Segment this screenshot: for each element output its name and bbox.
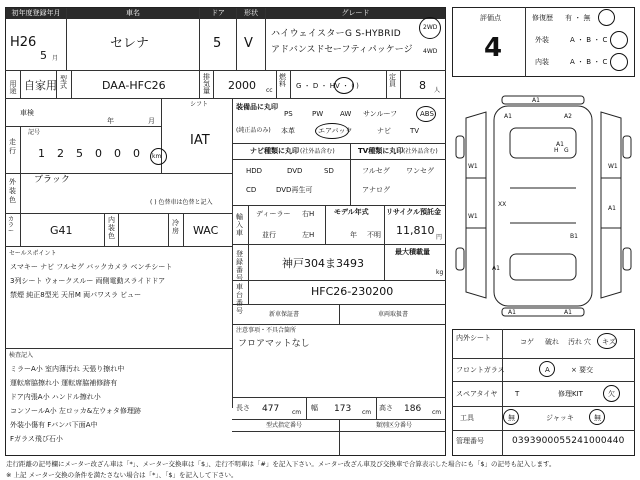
mark-bonnet-left: A1	[504, 113, 512, 120]
front-glass-a-circle	[539, 361, 555, 377]
tv-label: TV種類に丸印	[358, 147, 404, 155]
sheet-option: コゲ	[520, 338, 534, 346]
length-label: 長さ	[236, 404, 250, 412]
mark-left-sill: XX	[498, 201, 507, 208]
equipment-item: TV	[410, 127, 420, 135]
divider	[5, 173, 232, 174]
repair-label: 修復歴	[532, 14, 553, 22]
mark-left-rear: A1	[492, 265, 500, 272]
divider	[232, 98, 233, 408]
color-code-label: カラー	[8, 216, 15, 235]
inspection-year: 年	[107, 117, 114, 125]
divider	[290, 70, 291, 98]
import-left: 左H	[302, 231, 315, 239]
divider	[183, 213, 184, 246]
shape-label: 形状	[237, 8, 265, 19]
owner-manual: 車両取扱書	[378, 311, 409, 318]
model-year-label: モデル年式	[334, 208, 369, 216]
navi-item: DVD再生可	[276, 186, 313, 194]
spare-tire-missing: 欠	[608, 390, 615, 398]
inspection-note-line: 運転席脇擦れ小 運転席脇補修跡有	[10, 379, 118, 387]
divider	[232, 205, 446, 206]
divider	[118, 213, 119, 246]
import-parallel: 並行	[262, 231, 276, 239]
capacity-unit: 人	[434, 87, 441, 94]
rear-window	[510, 254, 576, 280]
use-label: 用途	[9, 80, 17, 94]
jack-value: 無	[594, 414, 601, 422]
mileage-digit: 2	[57, 147, 64, 160]
repair-options: 有 ・ 無	[565, 14, 591, 22]
divider	[248, 244, 249, 280]
import-label: 輸入車	[236, 213, 243, 237]
inspection-note-line: ドア内張A小 ハンドル擦れ小	[10, 393, 101, 401]
first-reg-label: 初年度登録年月	[6, 8, 66, 19]
length-value: 477	[262, 404, 280, 414]
divider	[265, 8, 266, 70]
spare-tire-label: スペアタイヤ	[456, 390, 498, 398]
tools-none-circle	[503, 409, 519, 425]
mark-left-door-1: W1	[468, 163, 478, 170]
divider	[20, 213, 21, 246]
fuel-label: 燃料	[279, 73, 286, 88]
divider	[276, 70, 277, 98]
inspection-label: 車検	[20, 109, 34, 117]
sheet-option: キズ	[602, 338, 616, 346]
refrig-value: WAC	[193, 224, 219, 237]
mileage-digit: 0	[95, 147, 102, 160]
navi-sub: (社外品含む)	[300, 148, 335, 155]
divider	[232, 280, 446, 281]
divider	[168, 213, 169, 246]
sheet-option: 穴	[584, 338, 591, 346]
divider	[5, 246, 232, 247]
inspection-note-line: Fガラス飛び石小	[10, 435, 63, 443]
divider	[56, 70, 57, 98]
divider	[71, 70, 72, 98]
tv-item: アナログ	[362, 186, 390, 194]
width-value: 173	[334, 404, 352, 414]
cc-unit: cc	[266, 87, 273, 94]
width-label: 幅	[311, 404, 318, 412]
wheel-rl	[456, 248, 464, 270]
month-unit: 月	[52, 55, 59, 62]
mileage-digit: 5	[76, 147, 83, 160]
mark-right-sill: B1	[570, 233, 578, 240]
model-label: 型式	[60, 75, 67, 90]
recycle-value: 11,810	[396, 224, 435, 237]
mileage-digit: 1	[38, 147, 45, 160]
car-body-top	[494, 106, 592, 306]
sales-point-line: 3列シート ウォークスルー 両側電動スライドドア	[10, 277, 166, 285]
model-year-unit: 年	[350, 231, 357, 239]
fuel-hv-circle	[334, 77, 354, 94]
mark-glass-h: H	[554, 147, 559, 154]
sheet-option: 汚れ	[568, 338, 582, 346]
divider	[325, 205, 326, 244]
inspection-note-line: コンソールA小 左ロッカ&左ウォタ修理跡	[10, 407, 141, 415]
divider	[232, 159, 446, 160]
max-load-unit: kg	[436, 269, 444, 276]
notes-value: フロアマットなし	[238, 339, 310, 349]
divider	[386, 70, 387, 98]
divider	[20, 70, 21, 98]
divider	[384, 205, 385, 244]
height-unit: cm	[432, 409, 442, 416]
equipment-item: ナビ	[377, 127, 391, 135]
mileage-label: 走行	[9, 138, 16, 155]
use-value: 自家用	[24, 79, 57, 92]
exterior-value: ブラック	[34, 175, 70, 185]
fuel-options: G ・ D ・ HV ・ ( )	[296, 82, 359, 90]
equipment-genuine-label: (純正品のみ)	[236, 127, 271, 134]
divider	[232, 324, 446, 325]
registration-value: 神戸304ま3493	[282, 257, 364, 270]
spare-missing-circle	[603, 385, 620, 402]
refrig-label: 冷房	[172, 219, 179, 235]
length-unit: cm	[292, 409, 302, 416]
repair-none-circle	[598, 9, 615, 26]
tools-label: 工具	[460, 414, 474, 422]
displacement-label: 排気量	[203, 73, 210, 95]
left-side-body	[466, 112, 486, 298]
mileage-unit: km	[152, 153, 162, 160]
height-value: 186	[404, 404, 422, 414]
exterior-label: 外装色	[9, 178, 16, 204]
sales-points-label: セールスポイント	[9, 250, 57, 257]
divider	[400, 70, 401, 98]
displacement-value: 2000	[228, 79, 256, 92]
capacity-value: 8	[419, 79, 426, 92]
airbag-circle	[315, 123, 349, 139]
navi-item: DVD	[287, 167, 303, 175]
tools-value: 無	[508, 414, 515, 422]
grade-line-2: アドバンスドセーフティパッケージ	[271, 45, 413, 55]
divider	[306, 397, 307, 419]
front-bumper	[502, 96, 584, 104]
divider	[66, 8, 67, 70]
divider	[232, 397, 446, 398]
inspection-month: 月	[148, 117, 155, 125]
wheel-fr	[623, 136, 631, 158]
jack-label: ジャッキ	[546, 414, 574, 422]
ext-grade-circle	[610, 31, 628, 49]
divider	[525, 7, 526, 77]
car-diagram	[452, 88, 635, 323]
front-glass-replace: × 要交	[571, 366, 594, 374]
width-unit: cm	[362, 409, 372, 416]
divider	[384, 244, 385, 280]
interior-sheet-label: 内外シート	[456, 334, 491, 342]
divider	[248, 280, 249, 304]
recycle-unit: 円	[436, 234, 443, 241]
divider	[339, 304, 340, 324]
grade-label: グレード	[266, 8, 445, 19]
height-label: 高さ	[379, 404, 393, 412]
shift-label: シフト	[190, 101, 209, 108]
import-right: 右H	[302, 210, 315, 218]
divider	[236, 8, 237, 70]
spare-tire-kit: 修理KIT	[558, 390, 583, 398]
spare-tire-t: T	[515, 390, 520, 398]
tv-sub: (社外品含む)	[403, 148, 438, 155]
int-grade-options: A ・ B ・ C	[570, 58, 608, 66]
divider	[350, 143, 351, 205]
sales-point-line: スマキー ナビ フルセグ バックカメラ ベンチシート	[10, 263, 173, 271]
divider	[452, 381, 635, 382]
ext-grade-label: 外装	[535, 36, 549, 44]
equipment-item: AW	[340, 110, 352, 118]
front-glass-a: A	[545, 366, 550, 374]
chassis-value: HFC26-230200	[311, 285, 394, 298]
divider	[248, 205, 249, 244]
divider	[199, 8, 200, 70]
import-dealer: ディーラー	[256, 210, 291, 218]
navi-item: SD	[324, 167, 334, 175]
footer-note-1: 走行距離の記号欄にメーター改ざん車は「*」、メーター交換車は「$」、走行不明車は「#」を記入下さい。メーター改ざん車及び交換車で合算表示した場合にも「$」の記号も記入します。	[6, 460, 556, 468]
mark-rear-right: A1	[564, 309, 572, 316]
inspection-note-line: 外装小傷有 Fバンパ下面A中	[10, 421, 98, 429]
score-value: 4	[484, 33, 503, 63]
first-reg-month: 5	[40, 49, 47, 62]
sheet-option: 破れ	[545, 338, 559, 346]
type-designation-label: 型式指定番号	[266, 422, 303, 429]
sales-point-line: 禁煙 純正8型光 天吊M 両パワスラ ビュー	[10, 291, 142, 299]
divider	[452, 406, 635, 407]
shape-value: V	[244, 36, 253, 51]
navi-item: HDD	[246, 167, 263, 175]
equipment-item: サンルーフ	[363, 110, 398, 118]
class-number-label: 類別区分番号	[376, 422, 413, 429]
divider	[20, 173, 21, 213]
new-car-warranty: 新車保証書	[269, 311, 300, 318]
shift-value: IAT	[190, 133, 210, 148]
wheel-fl	[456, 136, 464, 158]
abs-circle	[416, 106, 436, 122]
divider	[452, 358, 635, 359]
interior-color-label: 内装色	[108, 216, 115, 240]
inspection-notes-label: 検査記入	[9, 352, 34, 359]
divider	[5, 126, 161, 127]
divider	[232, 244, 446, 245]
mark-right-door-2: A1	[608, 205, 616, 212]
divider	[213, 70, 214, 98]
doors-value: 5	[213, 36, 222, 51]
mileage-digit: 0	[133, 147, 140, 160]
color-code-value: G41	[50, 224, 73, 237]
exterior-note: ( ) 色替車は色替と記入	[150, 199, 213, 206]
mileage-memo-label: 記号	[28, 129, 41, 136]
mark-hood: A1	[556, 141, 564, 148]
front-glass-label: フロントガラス	[456, 366, 505, 374]
divider	[5, 98, 446, 99]
chassis-label: 車台番号	[236, 283, 243, 315]
admin-label: 管理番号	[456, 437, 484, 445]
equipment-label: 装備品に丸印	[236, 103, 278, 111]
inspection-note-line: ミラーA小 室内薄汚れ 天張り擦れ中	[10, 365, 125, 373]
equipment-item: PW	[312, 110, 324, 118]
divider	[376, 397, 377, 419]
mark-left-door-2: W1	[468, 213, 478, 220]
wheel-rr	[623, 248, 631, 270]
model-year-unknown: 不明	[367, 231, 381, 239]
grade-line-1: ハイウェイスターG S-HYBRID	[271, 29, 402, 39]
mileage-digit: 0	[114, 147, 121, 160]
int-grade-circle	[610, 53, 628, 71]
mark-bonnet-right: A2	[564, 113, 572, 120]
ext-grade-options: A ・ B ・ C	[570, 36, 608, 44]
equipment-item: 本革	[281, 127, 295, 135]
int-grade-label: 内装	[535, 58, 549, 66]
divider	[339, 419, 340, 456]
mark-right-door-1: W1	[608, 163, 618, 170]
registration-label: 登録番号	[236, 250, 243, 282]
admin-value: 0393900055241000440	[512, 436, 625, 446]
divider	[502, 329, 503, 456]
notes-label: 注意事項・不具合箇所	[236, 327, 297, 334]
equipment-item: ABS	[420, 110, 434, 118]
equipment-item: PS	[284, 110, 293, 118]
mark-front-bumper: A1	[532, 97, 540, 104]
car-name: セレナ	[110, 36, 150, 51]
navi-item: CD	[246, 186, 257, 194]
car-name-label: 車名	[67, 8, 199, 19]
capacity-label: 定員	[389, 73, 396, 88]
door-label: ドア	[200, 8, 236, 19]
divider	[104, 213, 105, 246]
drive-2wd: 2WD	[423, 24, 438, 31]
divider	[232, 431, 446, 432]
divider	[452, 430, 635, 431]
divider	[232, 143, 446, 144]
divider	[199, 70, 200, 98]
jack-none-circle	[589, 409, 605, 425]
tv-item: ワンセグ	[406, 167, 434, 175]
footer-note-2: ※ 上記 メーター交換の条件を満たさない場合は「*」、「$」を記入して下さい。	[6, 471, 238, 479]
first-reg-year: H26	[10, 35, 37, 50]
mark-glass-g: G	[564, 147, 569, 154]
divider	[5, 348, 232, 349]
recycle-label: リサイクル預託金	[386, 208, 442, 216]
tv-item: フルセグ	[362, 167, 390, 175]
divider	[20, 126, 21, 173]
mark-rear-bumper: A1	[508, 309, 516, 316]
drive-4wd: 4WD	[423, 48, 438, 55]
model-value: DAA-HFC26	[102, 79, 166, 92]
equipment-item: エアバック	[318, 127, 353, 135]
max-load-label: 最大積載量	[395, 248, 430, 256]
score-label: 評価点	[480, 14, 501, 22]
kizu-circle	[597, 333, 617, 349]
navi-label: ナビ種類に丸印	[250, 147, 299, 155]
